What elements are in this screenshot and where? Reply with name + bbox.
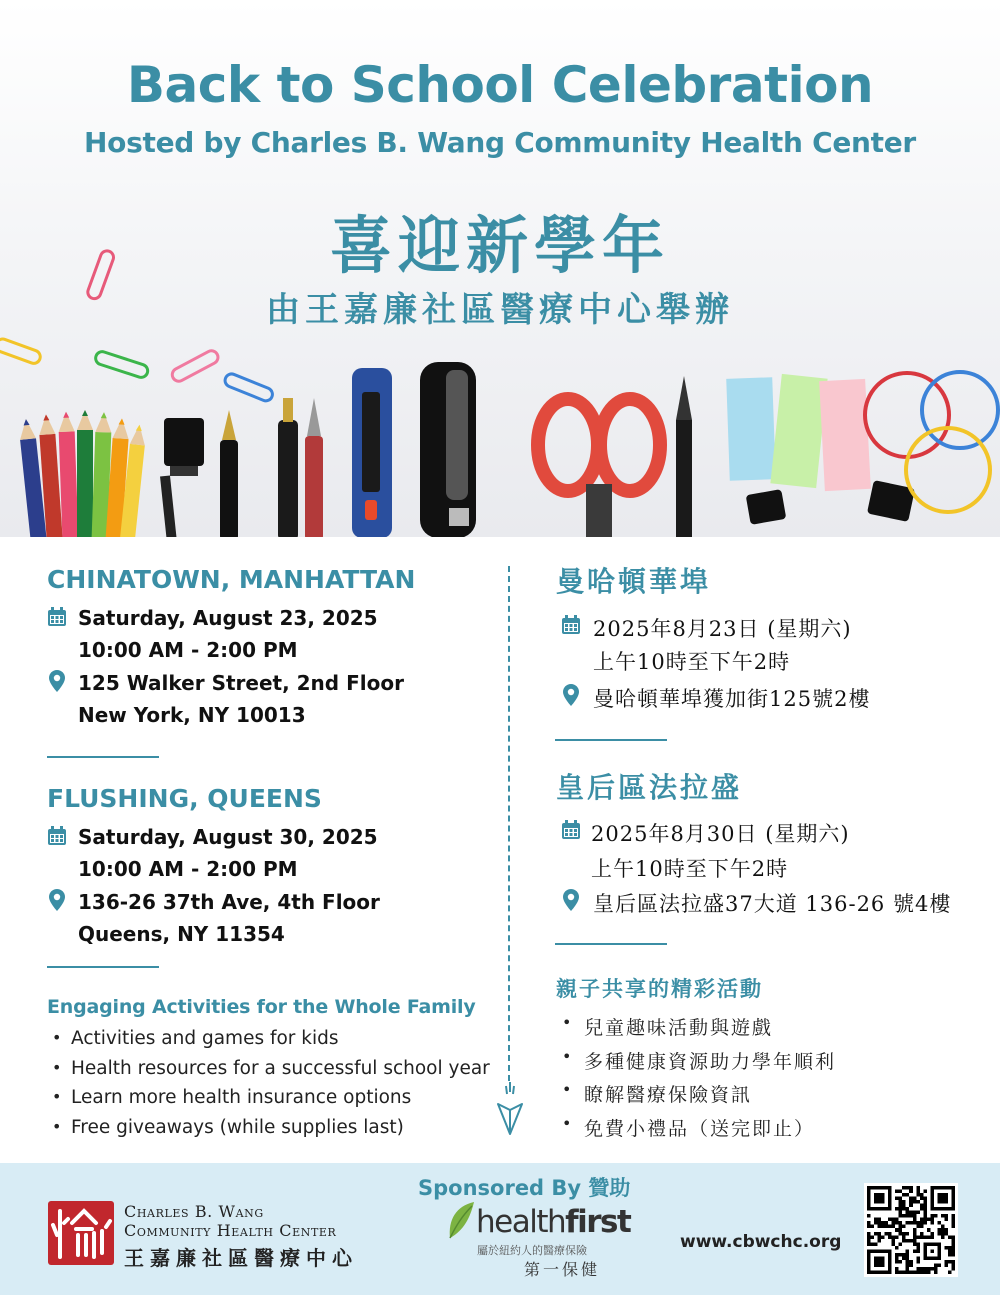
qr-module xyxy=(951,1267,955,1271)
qr-module xyxy=(913,1214,917,1218)
map-pin-icon xyxy=(563,684,579,706)
qr-module xyxy=(920,1221,924,1225)
qr-module xyxy=(923,1221,927,1225)
qr-module xyxy=(916,1193,920,1197)
qr-module xyxy=(944,1214,948,1218)
qr-module xyxy=(944,1260,948,1264)
qr-module xyxy=(941,1232,945,1236)
qr-module xyxy=(909,1211,913,1215)
qr-module xyxy=(927,1270,931,1274)
qr-module xyxy=(916,1249,920,1253)
qr-module xyxy=(913,1221,917,1225)
list-item: • Learn more health insurance options xyxy=(47,1087,490,1117)
qr-module xyxy=(927,1218,931,1222)
qr-module xyxy=(878,1239,882,1243)
qr-module xyxy=(892,1218,896,1222)
qr-module xyxy=(948,1235,952,1239)
activities-list-en xyxy=(47,1028,490,1146)
address-zh: 曼哈頓華埠獲加街125號2樓 xyxy=(593,687,871,711)
qr-module xyxy=(906,1253,910,1257)
qr-module xyxy=(895,1256,899,1260)
list-item: • Activities and games for kids xyxy=(47,1028,490,1058)
qr-module xyxy=(923,1200,927,1204)
qr-module xyxy=(878,1235,882,1239)
qr-module xyxy=(951,1239,955,1243)
pens xyxy=(220,398,323,537)
qr-module xyxy=(944,1232,948,1236)
qr-module xyxy=(913,1200,917,1204)
address-line-2: Queens, NY 11354 xyxy=(78,922,285,946)
colored-pencils xyxy=(18,410,147,537)
cbwchc-logo-mark xyxy=(48,1201,114,1265)
qr-module xyxy=(937,1228,941,1232)
qr-module xyxy=(909,1214,913,1218)
healthfirst-light: health xyxy=(476,1204,566,1240)
qr-module xyxy=(916,1235,920,1239)
qr-module xyxy=(951,1225,955,1229)
box-cutter xyxy=(352,368,392,537)
qr-module xyxy=(951,1221,955,1225)
location-title-flushing: FLUSHING, QUEENS xyxy=(47,784,322,813)
paper-plane-icon xyxy=(494,1080,526,1136)
qr-module xyxy=(902,1207,906,1211)
qr-module xyxy=(920,1225,924,1229)
activities-title-en: Engaging Activities for the Whole Family xyxy=(47,996,476,1018)
qr-module xyxy=(881,1225,885,1229)
qr-module xyxy=(902,1253,906,1257)
qr-module xyxy=(951,1263,955,1267)
qr-module xyxy=(867,1225,871,1229)
qr-module xyxy=(913,1228,917,1232)
location-title-manhattan-zh: 曼哈頓華埠 xyxy=(556,565,712,598)
event-title-zh: 喜迎新學年 xyxy=(329,209,670,282)
qr-module xyxy=(899,1242,903,1246)
qr-module xyxy=(899,1211,903,1215)
qr-module xyxy=(920,1218,924,1222)
qr-module xyxy=(913,1235,917,1239)
qr-module xyxy=(902,1200,906,1204)
qr-module xyxy=(937,1221,941,1225)
qr-module xyxy=(951,1242,955,1246)
qr-module xyxy=(892,1225,896,1229)
qr-module xyxy=(909,1221,913,1225)
qr-module xyxy=(930,1221,934,1225)
qr-module xyxy=(906,1221,910,1225)
qr-module xyxy=(920,1232,924,1236)
qr-module xyxy=(951,1260,955,1264)
cbwchc-logo xyxy=(48,1201,114,1265)
qr-module xyxy=(913,1270,917,1274)
qr-module xyxy=(878,1232,882,1236)
calendar-icon xyxy=(47,607,67,627)
qr-module xyxy=(916,1200,920,1204)
list-item: • 免費小禮品（送完即止） xyxy=(556,1114,836,1148)
graphite-pencil xyxy=(676,376,692,537)
qr-module xyxy=(902,1186,906,1190)
qr-module xyxy=(930,1218,934,1222)
list-item: • Free giveaways (while supplies last) xyxy=(47,1117,490,1147)
qr-module xyxy=(871,1242,875,1246)
qr-module xyxy=(906,1232,910,1236)
qr-module xyxy=(892,1235,896,1239)
qr-module xyxy=(948,1249,952,1253)
qr-module xyxy=(899,1207,903,1211)
activities-title-zh: 親子共享的精彩活動 xyxy=(556,976,763,1001)
qr-module xyxy=(899,1200,903,1204)
qr-module xyxy=(906,1263,910,1267)
qr-module xyxy=(892,1221,896,1225)
qr-code-pattern xyxy=(867,1186,955,1274)
qr-module xyxy=(941,1225,945,1229)
qr-module xyxy=(916,1186,920,1190)
qr-module xyxy=(909,1197,913,1201)
address-zh: 皇后區法拉盛37大道 136-26 號4樓 xyxy=(593,892,952,916)
qr-module xyxy=(909,1239,913,1243)
qr-module xyxy=(951,1235,955,1239)
qr-module xyxy=(881,1235,885,1239)
qr-module xyxy=(916,1225,920,1229)
section-rule xyxy=(555,739,667,741)
list-item: • 兒童趣味活動與遊戲 xyxy=(556,1013,836,1047)
event-time-zh: 上午10時至下午2時 xyxy=(593,650,791,674)
qr-module xyxy=(927,1267,931,1271)
address-line-1: 125 Walker Street, 2nd Floor xyxy=(78,671,404,695)
qr-module xyxy=(878,1225,882,1229)
qr-module xyxy=(927,1228,931,1232)
event-date: Saturday, August 23, 2025 xyxy=(78,606,378,630)
qr-module xyxy=(892,1239,896,1243)
qr-module xyxy=(923,1235,927,1239)
qr-module xyxy=(906,1186,910,1190)
qr-module xyxy=(920,1204,924,1208)
qr-module xyxy=(906,1270,910,1274)
qr-module xyxy=(867,1235,871,1239)
qr-module xyxy=(902,1204,906,1208)
qr-module xyxy=(899,1228,903,1232)
activities-list-zh xyxy=(556,1013,836,1147)
qr-module xyxy=(895,1197,899,1201)
qr-module xyxy=(913,1232,917,1236)
calendar-icon xyxy=(47,826,67,846)
qr-module xyxy=(909,1200,913,1204)
qr-module xyxy=(909,1204,913,1208)
qr-module xyxy=(934,1270,938,1274)
qr-module xyxy=(930,1235,934,1239)
qr-module xyxy=(902,1235,906,1239)
qr-module xyxy=(941,1235,945,1239)
qr-module xyxy=(923,1214,927,1218)
qr-module xyxy=(913,1242,917,1246)
location-title-flushing-zh: 皇后區法拉盛 xyxy=(556,771,743,804)
qr-module xyxy=(916,1256,920,1260)
section-rule xyxy=(47,966,159,968)
qr-module xyxy=(902,1270,906,1274)
qr-module xyxy=(885,1225,889,1229)
sticky-notes xyxy=(726,374,871,491)
qr-module xyxy=(867,1214,871,1218)
qr-module xyxy=(906,1249,910,1253)
qr-module xyxy=(923,1204,927,1208)
qr-module xyxy=(923,1218,927,1222)
qr-module xyxy=(937,1232,941,1236)
qr-module xyxy=(899,1260,903,1264)
qr-module xyxy=(923,1190,927,1194)
qr-module xyxy=(941,1228,945,1232)
qr-module xyxy=(906,1256,910,1260)
scissors xyxy=(538,399,660,537)
qr-module xyxy=(906,1193,910,1197)
qr-module xyxy=(906,1207,910,1211)
qr-module xyxy=(948,1260,952,1264)
event-host-zh: 由王嘉廉社區醫療中心舉辦 xyxy=(266,290,734,330)
qr-module xyxy=(948,1270,952,1274)
qr-module xyxy=(920,1207,924,1211)
qr-module xyxy=(916,1270,920,1274)
qr-module xyxy=(923,1267,927,1271)
qr-module xyxy=(906,1214,910,1218)
qr-module xyxy=(951,1214,955,1218)
qr-module xyxy=(930,1232,934,1236)
address-line-1: 136-26 37th Ave, 4th Floor xyxy=(78,890,380,914)
qr-module xyxy=(916,1190,920,1194)
qr-code[interactable] xyxy=(864,1183,958,1277)
paper-clip-green xyxy=(94,350,149,379)
stapler xyxy=(420,362,476,537)
org-name-en-line1: Charles B. Wang xyxy=(124,1202,264,1221)
healthfirst-bold: first xyxy=(565,1204,631,1240)
qr-module xyxy=(916,1221,920,1225)
qr-module xyxy=(895,1270,899,1274)
map-pin-icon xyxy=(49,670,65,692)
event-title-en: Back to School Celebration xyxy=(126,56,874,114)
qr-module xyxy=(920,1267,924,1271)
paper-clip-blue xyxy=(223,372,274,403)
qr-module xyxy=(941,1214,945,1218)
event-time: 10:00 AM - 2:00 PM xyxy=(78,638,298,662)
qr-module xyxy=(906,1260,910,1264)
qr-module xyxy=(902,1193,906,1197)
qr-module xyxy=(909,1260,913,1264)
qr-module xyxy=(895,1218,899,1222)
qr-module xyxy=(899,1270,903,1274)
qr-module xyxy=(909,1270,913,1274)
qr-module xyxy=(906,1267,910,1271)
qr-module xyxy=(888,1235,892,1239)
qr-module xyxy=(909,1263,913,1267)
qr-module xyxy=(867,1221,871,1225)
section-rule xyxy=(47,756,159,758)
qr-module xyxy=(913,1197,917,1201)
qr-module xyxy=(878,1221,882,1225)
hero-banner xyxy=(0,0,1000,537)
qr-module xyxy=(902,1256,906,1260)
qr-module xyxy=(951,1249,955,1253)
qr-module xyxy=(867,1242,871,1246)
address-line-2: New York, NY 10013 xyxy=(78,703,306,727)
qr-module xyxy=(895,1228,899,1232)
qr-module xyxy=(874,1242,878,1246)
qr-module xyxy=(878,1218,882,1222)
qr-module xyxy=(951,1246,955,1250)
healthfirst-leaf-icon xyxy=(446,1200,476,1240)
qr-module xyxy=(899,1221,903,1225)
qr-module xyxy=(948,1253,952,1257)
org-name-en-line2: Community Health Center xyxy=(124,1221,337,1240)
qr-module xyxy=(899,1204,903,1208)
qr-module xyxy=(899,1253,903,1257)
qr-module xyxy=(881,1221,885,1225)
qr-module xyxy=(951,1218,955,1222)
qr-module xyxy=(906,1211,910,1215)
qr-module xyxy=(927,1235,931,1239)
qr-module xyxy=(944,1228,948,1232)
qr-module xyxy=(874,1232,878,1236)
qr-module xyxy=(874,1221,878,1225)
map-pin-icon xyxy=(563,889,579,911)
qr-module xyxy=(920,1235,924,1239)
healthfirst-tagline: 屬於紐約人的醫療保險 xyxy=(477,1244,587,1257)
event-time: 10:00 AM - 2:00 PM xyxy=(78,857,298,881)
qr-module xyxy=(885,1221,889,1225)
qr-module xyxy=(913,1239,917,1243)
qr-module xyxy=(899,1232,903,1236)
qr-module xyxy=(930,1214,934,1218)
qr-module xyxy=(913,1218,917,1222)
event-time-zh: 上午10時至下午2時 xyxy=(591,857,789,881)
qr-module xyxy=(937,1263,941,1267)
sponsored-by: Sponsored By 贊助 xyxy=(418,1176,631,1200)
qr-module xyxy=(895,1190,899,1194)
qr-module xyxy=(930,1267,934,1271)
qr-module xyxy=(923,1270,927,1274)
qr-module xyxy=(916,1260,920,1264)
qr-module xyxy=(867,1232,871,1236)
list-item: • 瞭解醫療保險資訊 xyxy=(556,1080,836,1114)
location-title-manhattan: CHINATOWN, MANHATTAN xyxy=(47,565,416,594)
qr-module xyxy=(888,1218,892,1222)
qr-module xyxy=(902,1232,906,1236)
qr-module xyxy=(909,1190,913,1194)
qr-module xyxy=(916,1267,920,1271)
qr-module xyxy=(944,1246,948,1250)
qr-module xyxy=(867,1239,871,1243)
qr-module xyxy=(885,1232,889,1236)
qr-module xyxy=(899,1214,903,1218)
website-url[interactable]: www.cbwchc.org xyxy=(680,1232,842,1252)
qr-module xyxy=(923,1211,927,1215)
qr-module xyxy=(948,1246,952,1250)
event-host-en: Hosted by Charles B. Wang Community Health Center xyxy=(84,126,916,159)
qr-module xyxy=(913,1249,917,1253)
qr-module xyxy=(899,1225,903,1229)
qr-module xyxy=(934,1267,938,1271)
paper-clip-pink-2 xyxy=(170,349,220,384)
qr-module xyxy=(895,1260,899,1264)
qr-module xyxy=(895,1246,899,1250)
qr-module xyxy=(913,1211,917,1215)
qr-module xyxy=(895,1235,899,1239)
qr-module xyxy=(871,1225,875,1229)
qr-module xyxy=(916,1211,920,1215)
qr-module xyxy=(871,1235,875,1239)
qr-module xyxy=(923,1207,927,1211)
qr-module xyxy=(895,1253,899,1257)
qr-module xyxy=(916,1246,920,1250)
qr-module xyxy=(895,1267,899,1271)
qr-module xyxy=(944,1263,948,1267)
section-rule xyxy=(555,943,667,945)
qr-module xyxy=(902,1239,906,1243)
qr-module xyxy=(920,1193,924,1197)
healthfirst-name-zh: 第一保健 xyxy=(524,1260,601,1279)
qr-module xyxy=(892,1242,896,1246)
qr-module xyxy=(944,1218,948,1222)
event-date-zh: 2025年8月30日 (星期六) xyxy=(591,822,850,846)
qr-module xyxy=(920,1270,924,1274)
qr-module xyxy=(909,1186,913,1190)
qr-module xyxy=(920,1197,924,1201)
qr-module xyxy=(934,1214,938,1218)
healthfirst-logo-text xyxy=(476,1204,630,1240)
qr-module xyxy=(906,1239,910,1243)
paper-clip-yellow xyxy=(0,337,42,365)
qr-module xyxy=(934,1263,938,1267)
event-date: Saturday, August 30, 2025 xyxy=(78,825,378,849)
list-item: • 多種健康資源助力學年順利 xyxy=(556,1047,836,1081)
qr-module xyxy=(902,1225,906,1229)
map-pin-icon xyxy=(49,889,65,911)
calendar-icon xyxy=(561,615,581,635)
qr-module xyxy=(899,1190,903,1194)
org-name-zh: 王嘉廉社區醫療中心 xyxy=(124,1246,358,1270)
qr-module xyxy=(888,1225,892,1229)
calendar-icon xyxy=(561,820,581,840)
column-divider xyxy=(508,566,510,1081)
qr-module xyxy=(895,1207,899,1211)
qr-module xyxy=(888,1232,892,1236)
qr-module xyxy=(902,1214,906,1218)
qr-module xyxy=(874,1218,878,1222)
qr-module xyxy=(951,1253,955,1257)
list-item: • Health resources for a successful school year xyxy=(47,1058,490,1088)
qr-module xyxy=(923,1197,927,1201)
qr-module xyxy=(916,1242,920,1246)
qr-module xyxy=(899,1197,903,1201)
qr-module xyxy=(895,1221,899,1225)
binder-clip-left xyxy=(160,418,204,537)
event-date-zh: 2025年8月23日 (星期六) xyxy=(593,617,852,641)
